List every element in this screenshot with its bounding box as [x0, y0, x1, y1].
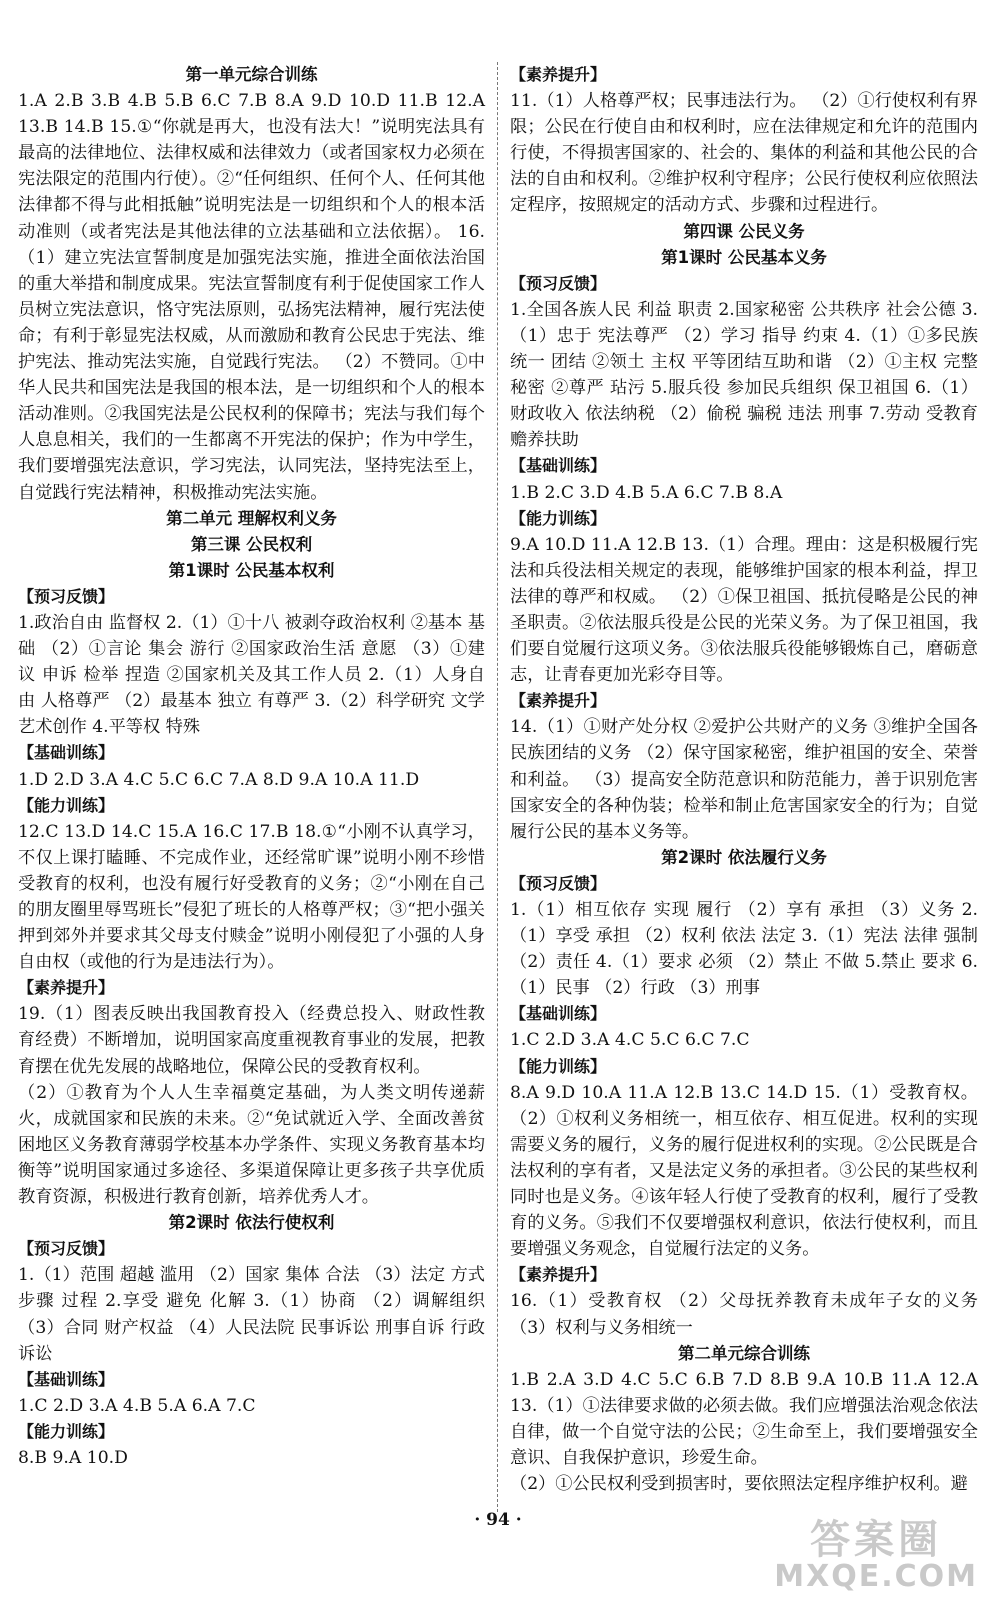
section-tag: 【预习反馈】: [18, 586, 115, 606]
section-heading: 第四课 公民义务: [683, 221, 805, 241]
answer-paragraph: 19.（1）图表反映出我国教育投入（经费总投入、财政性教育经费）不断增加，说明国家高度重视教育事业的发展，把教育摆在优先发展的战略地位，保障公民的受教育权利。: [18, 1004, 485, 1077]
section-heading: 第二单元综合训练: [678, 1343, 810, 1363]
section-heading: 第2课时 依法履行义务: [661, 847, 827, 867]
section-tag: 【能力训练】: [18, 795, 115, 815]
section-tag: 【基础训练】: [510, 1004, 607, 1024]
answer-paragraph: 1.C 2.D 3.A 4.B 5.A 6.A 7.C: [18, 1395, 256, 1416]
answer-paragraph: 1.（1）范围 超越 滥用 （2）国家 集体 合法 （3）法定 方式 步骤 过程 2.享受 避免 化解 3.（1）协商 （2）调解组织 （3）合同 财产权益 （4）人民法院 民事诉讼 刑事自诉 行政诉讼: [18, 1265, 485, 1364]
watermark-logo: [774, 1516, 978, 1594]
answer-paragraph: 1.政治自由 监督权 2.（1）①十八 被剥夺政治权利 ②基本 基础 （2）①言论 集会 游行 ②国家政治生活 意愿 （3）①建议 申诉 检举 捏造 ②国家机关及其工作人员 2.（1）人身自由 人格尊严 （2）最基本 独立 有尊严 3.（2）科学研究 文学艺术创作 4.平等权 特殊: [18, 612, 485, 738]
column-divider: [497, 62, 498, 1512]
section-heading: 第1课时 公民基本义务: [661, 247, 827, 267]
section-tag: 【能力训练】: [18, 1421, 115, 1441]
answer-paragraph: 11.（1）人格尊严权；民事违法行为。 （2）①行使权利有界限；公民在行使自由和权利时，应在法律规定和允许的范围内行使，不得损害国家的、社会的、集体的利益和其他公民的合法的自由和权利。②维护权利守程序；公民行使权利应依照法定程序，按照规定的活动方式、步骤和过程进行。: [510, 91, 978, 216]
answer-paragraph: 8.A 9.D 10.A 11.A 12.B 13.C 14.D 15.（1）受教育权。 （2）①权利义务相统一，相互依存、相互促进。权利的实现需要义务的履行，义务的履行促进权利的实现。②公民既是合法权利的享有者，又是法定义务的承担者。③公民的某些权利同时也是义务。④该年轻人行使了受教育的权利，履行了受教育的义务。⑤我们不仅要增强权利意识，依法行使权利，而且要增强义务观念，自觉履行法定的义务。: [510, 1082, 978, 1260]
answer-paragraph: 16.（1）受教育权 （2）父母抚养教育未成年子女的义务 （3）权利与义务相统一: [510, 1291, 978, 1338]
right-column: [510, 62, 978, 1497]
section-tag: 【素养提升】: [18, 978, 115, 998]
watermark-text: 答案圈: [810, 1516, 943, 1563]
section-tag: 【基础训练】: [510, 456, 607, 476]
section-tag: 【预习反馈】: [510, 273, 607, 293]
answer-paragraph: 1.B 2.C 3.D 4.B 5.A 6.C 7.B 8.A: [510, 482, 783, 503]
answer-paragraph: （2）①公民权利受到损害时，要依照法定程序维护权利。避: [510, 1474, 968, 1495]
section-heading: 第1课时 公民基本权利: [168, 560, 335, 580]
section-tag: 【预习反馈】: [510, 873, 607, 893]
answer-paragraph: 8.B 9.A 10.D: [18, 1447, 128, 1468]
section-heading: 第2课时 依法行使权利: [168, 1213, 335, 1233]
section-tag: 【基础训练】: [18, 743, 115, 763]
watermark-url: MXQE.COM: [774, 1558, 978, 1594]
answer-paragraph: 1.全国各族人民 利益 职责 2.国家秘密 公共秩序 社会公德 3.（1）忠于 宪法尊严 （2）学习 指导 约束 4.（1）①多民族 统一 团结 ②领土 主权 平等团结互助和谐 （2）①主权 完整 秘密 ②尊严 玷污 5.服兵役 参加民兵组织 保卫祖国 6.（1）财政收入 依法纳税 （2）偷税 骗税 违法 刑事 7.劳动 受教育 赡养扶助: [510, 299, 978, 451]
section-heading: 第一单元综合训练: [185, 65, 318, 84]
answer-paragraph: 14.（1）①财产处分权 ②爱护公共财产的义务 ③维护全国各民族团结的义务 （2）保守国家秘密，维护祖国的安全、荣誉和利益。 （3）提高安全防范意识和防范能力，善于识别危害国家安全的各种伪装；检举和制止危害国家安全的行为；自觉履行公民的基本义务等。: [510, 717, 978, 842]
section-heading: 第三课 公民权利: [190, 534, 313, 554]
section-tag: 【素养提升】: [510, 65, 607, 84]
section-tag: 【基础训练】: [18, 1369, 115, 1389]
section-tag: 【素养提升】: [510, 1265, 607, 1285]
answer-paragraph: 12.C 13.D 14.C 15.A 16.C 17.B 18.①“小刚不认真学习，不仅上课打瞌睡、不完成作业，还经常旷课”说明小刚不珍惜受教育的权利，也没有履行好受教育的义务；②“小刚在自己的朋友圈里辱骂班长”侵犯了班长的人格尊严权；③“把小强关押到郊外并要求其父母支付赎金”说明小刚侵犯了小强的人身自由权（或他的行为是违法行为）。: [18, 821, 485, 973]
answer-paragraph: 9.A 10.D 11.A 12.B 13.（1）合理。理由：这是积极履行宪法和兵役法相关规定的表现，能够维护国家的根本利益，捍卫法律的尊严和权威。 （2）①保卫祖国、抵抗侵略是公民的神圣职责。②依法服兵役是公民的光荣义务。为了保卫祖国，我们要自觉履行这项义务。③依法服兵役能够锻炼自己，磨砺意志，让青春更加光彩夺目等。: [510, 534, 978, 686]
answer-paragraph: 1.D 2.D 3.A 4.C 5.C 6.C 7.A 8.D 9.A 10.A 11.D: [18, 769, 420, 790]
answer-paragraph: 1.B 2.A 3.D 4.C 5.C 6.B 7.D 8.B 9.A 10.B 11.A 12.A 13.（1）①法律要求做的必须去做。我们应增强法治观念依法自律，做一个自觉守法的公民；②生命至上，我们要增强安全意识、自我保护意识，珍爱生命。: [510, 1369, 978, 1468]
answer-paragraph: 1.（1）相互依存 实现 履行 （2）享有 承担 （3）义务 2.（1）享受 承担 （2）权利 依法 法定 3.（1）宪法 法律 强制 （2）责任 4.（1）要求 必须 （2）禁止 不做 5.禁止 要求 6.（1）民事 （2）行政 （3）刑事: [510, 900, 978, 999]
page-number: · 94 ·: [474, 1510, 522, 1530]
section-tag: 【能力训练】: [510, 508, 607, 528]
answer-paragraph: 1.C 2.D 3.A 4.C 5.C 6.C 7.C: [510, 1030, 750, 1051]
answer-paragraph: （2）①教育为个人人生幸福奠定基础，为人类文明传递薪火，成就国家和民族的未来。②“免试就近入学、全面改善贫困地区义务教育薄弱学校基本办学条件、实现义务教育基本均衡等”说明国家通过多途径、多渠道保障让更多孩子共享优质教育资源，积极进行教育创新，培养优秀人才。: [18, 1082, 485, 1208]
section-heading: 第二单元 理解权利义务: [166, 508, 337, 528]
section-tag: 【素养提升】: [510, 691, 607, 711]
section-tag: 【预习反馈】: [18, 1239, 115, 1259]
answer-paragraph: 1.A 2.B 3.B 4.B 5.B 6.C 7.B 8.A 9.D 10.D 11.B 12.A 13.B 14.B 15.①“你就是再大，也没有法大！”说明宪法具有最高的法律地位、法律权威和法律效力（或者国家权力必须在宪法限定的范围内行使）。②“任何组织、任何个人、任何其他法律都不得与此相抵触”说明宪法是一切组织和个人的根本活动准则（或者宪法是其他法律的立法基础和立法依据）。 16.（1）建立宪法宣誓制度是加强宪法实施，推进全面依法治国的重大举措和制度成果。宪法宣誓制度有利于促使国家工作人员树立宪法意识，恪守宪法原则，弘扬宪法精神，履行宪法使命；有利于彰显宪法权威，从而激励和教育公民忠于宪法、维护宪法、推动宪法实施，自觉践行宪法。 （2）不赞同。①中华人民共和国宪法是我国的根本法，是一切组织和个人的根本活动准则。②我国宪法是公民权利的保障书；宪法与我们每个人息息相关，我们的一生都离不开宪法的保护；作为中学生，我们要增强宪法意识，学习宪法，认同宪法，坚持宪法至上，自觉践行宪法精神，积极推动宪法实施。: [18, 91, 485, 503]
section-tag: 【能力训练】: [510, 1056, 607, 1076]
left-column: [18, 62, 485, 1471]
